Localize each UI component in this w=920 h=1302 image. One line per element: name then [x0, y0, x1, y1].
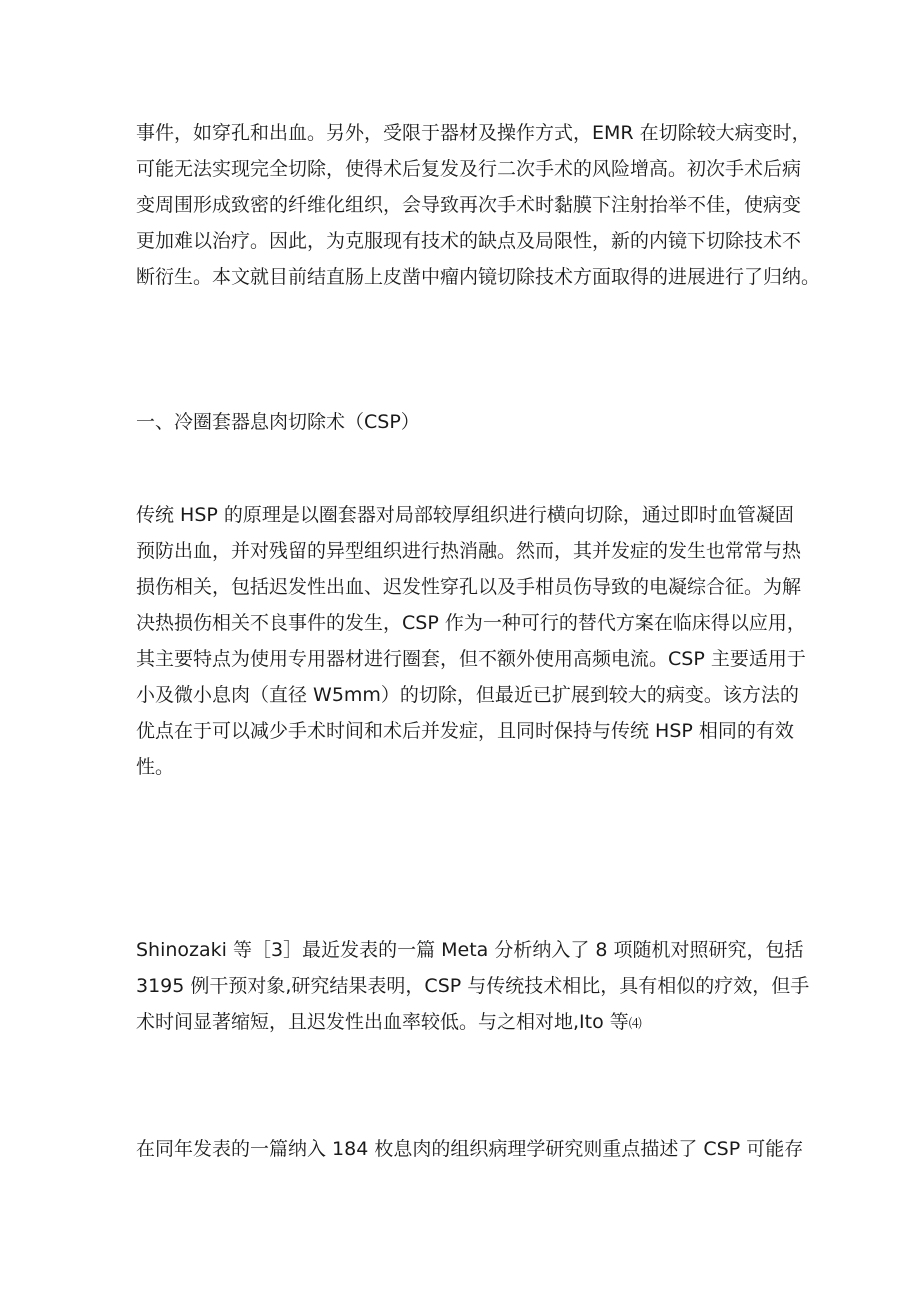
paragraph-intro-continuation [136, 115, 821, 295]
text-line: 优点在于可以减少手术时间和术后并发症，且同时保持与传统 HSP 相同的有效 [136, 720, 794, 742]
text-line: 在同年发表的一篇纳入 184 枚息肉的组织病理学研究则重点描述了 CSP 可能存 [136, 1138, 804, 1160]
text-line [136, 1004, 796, 1040]
text-line: 断衍生。本文就目前结直肠上皮凿中瘤内镜切除技术方面取得的进展进行了归纳。 [136, 266, 821, 288]
text-line: 可能无法实现完全切除，使得术后复发及行二次手术的风险增高。初次手术后病 [136, 158, 802, 180]
paragraph-histopathology [136, 1131, 804, 1167]
text-line: 决热损伤相关不良事件的发生，CSP 作为一种可行的替代方案在临床得以应用， [136, 612, 806, 634]
citation-ref: ⑷ [628, 1017, 642, 1032]
text-line: 预防出血，并对残留的异型组织进行热消融。然而，其并发症的发生也常常与热 [136, 540, 802, 562]
text-line-content: 术时间显著缩短，且迟发性出血率较低。与之相对地,Ito 等 [136, 1011, 629, 1033]
text-line: 性。 [136, 756, 175, 778]
text-line: 更加难以治疗。因此，为克服现有技术的缺点及局限性，新的内镜下切除技术不 [136, 230, 802, 252]
text-line: 传统 HSP 的原理是以圈套器对局部较厚组织进行横向切除，通过即时血管凝固 [136, 504, 794, 526]
section-heading-csp [136, 404, 796, 440]
paragraph-csp-description [136, 497, 806, 785]
text-line: 其主要特点为使用专用器材进行圈套，但不额外使用高频电流。CSP 主要适用于 [136, 648, 806, 670]
text-line: Shinozaki 等［3］最近发表的一篇 Meta 分析纳入了 8 项随机对照研究，包括 [136, 939, 804, 961]
text-line: 3195 例干预对象,研究结果表明，CSP 与传统技术相比，具有相似的疗效，但手 [136, 975, 810, 997]
text-line: 变周围形成致密的纤维化组织，会导致再次手术时黏膜下注射抬举不佳，使病变 [136, 194, 802, 216]
paragraph-meta-analysis [136, 932, 810, 1040]
text-line: 小及微小息肉（直径 W5mm）的切除，但最近已扩展到较大的病变。该方法的 [136, 684, 799, 706]
section-heading: 一、冷圈套器息肉切除术（CSP） [136, 411, 420, 433]
text-line: 事件，如穿孔和出血。另外，受限于器材及操作方式，EMR 在切除较大病变时， [136, 122, 811, 144]
text-line: 损伤相关，包括迟发性出血、迟发性穿孔以及手柑员伤导致的电凝综合征。为解 [136, 576, 802, 598]
